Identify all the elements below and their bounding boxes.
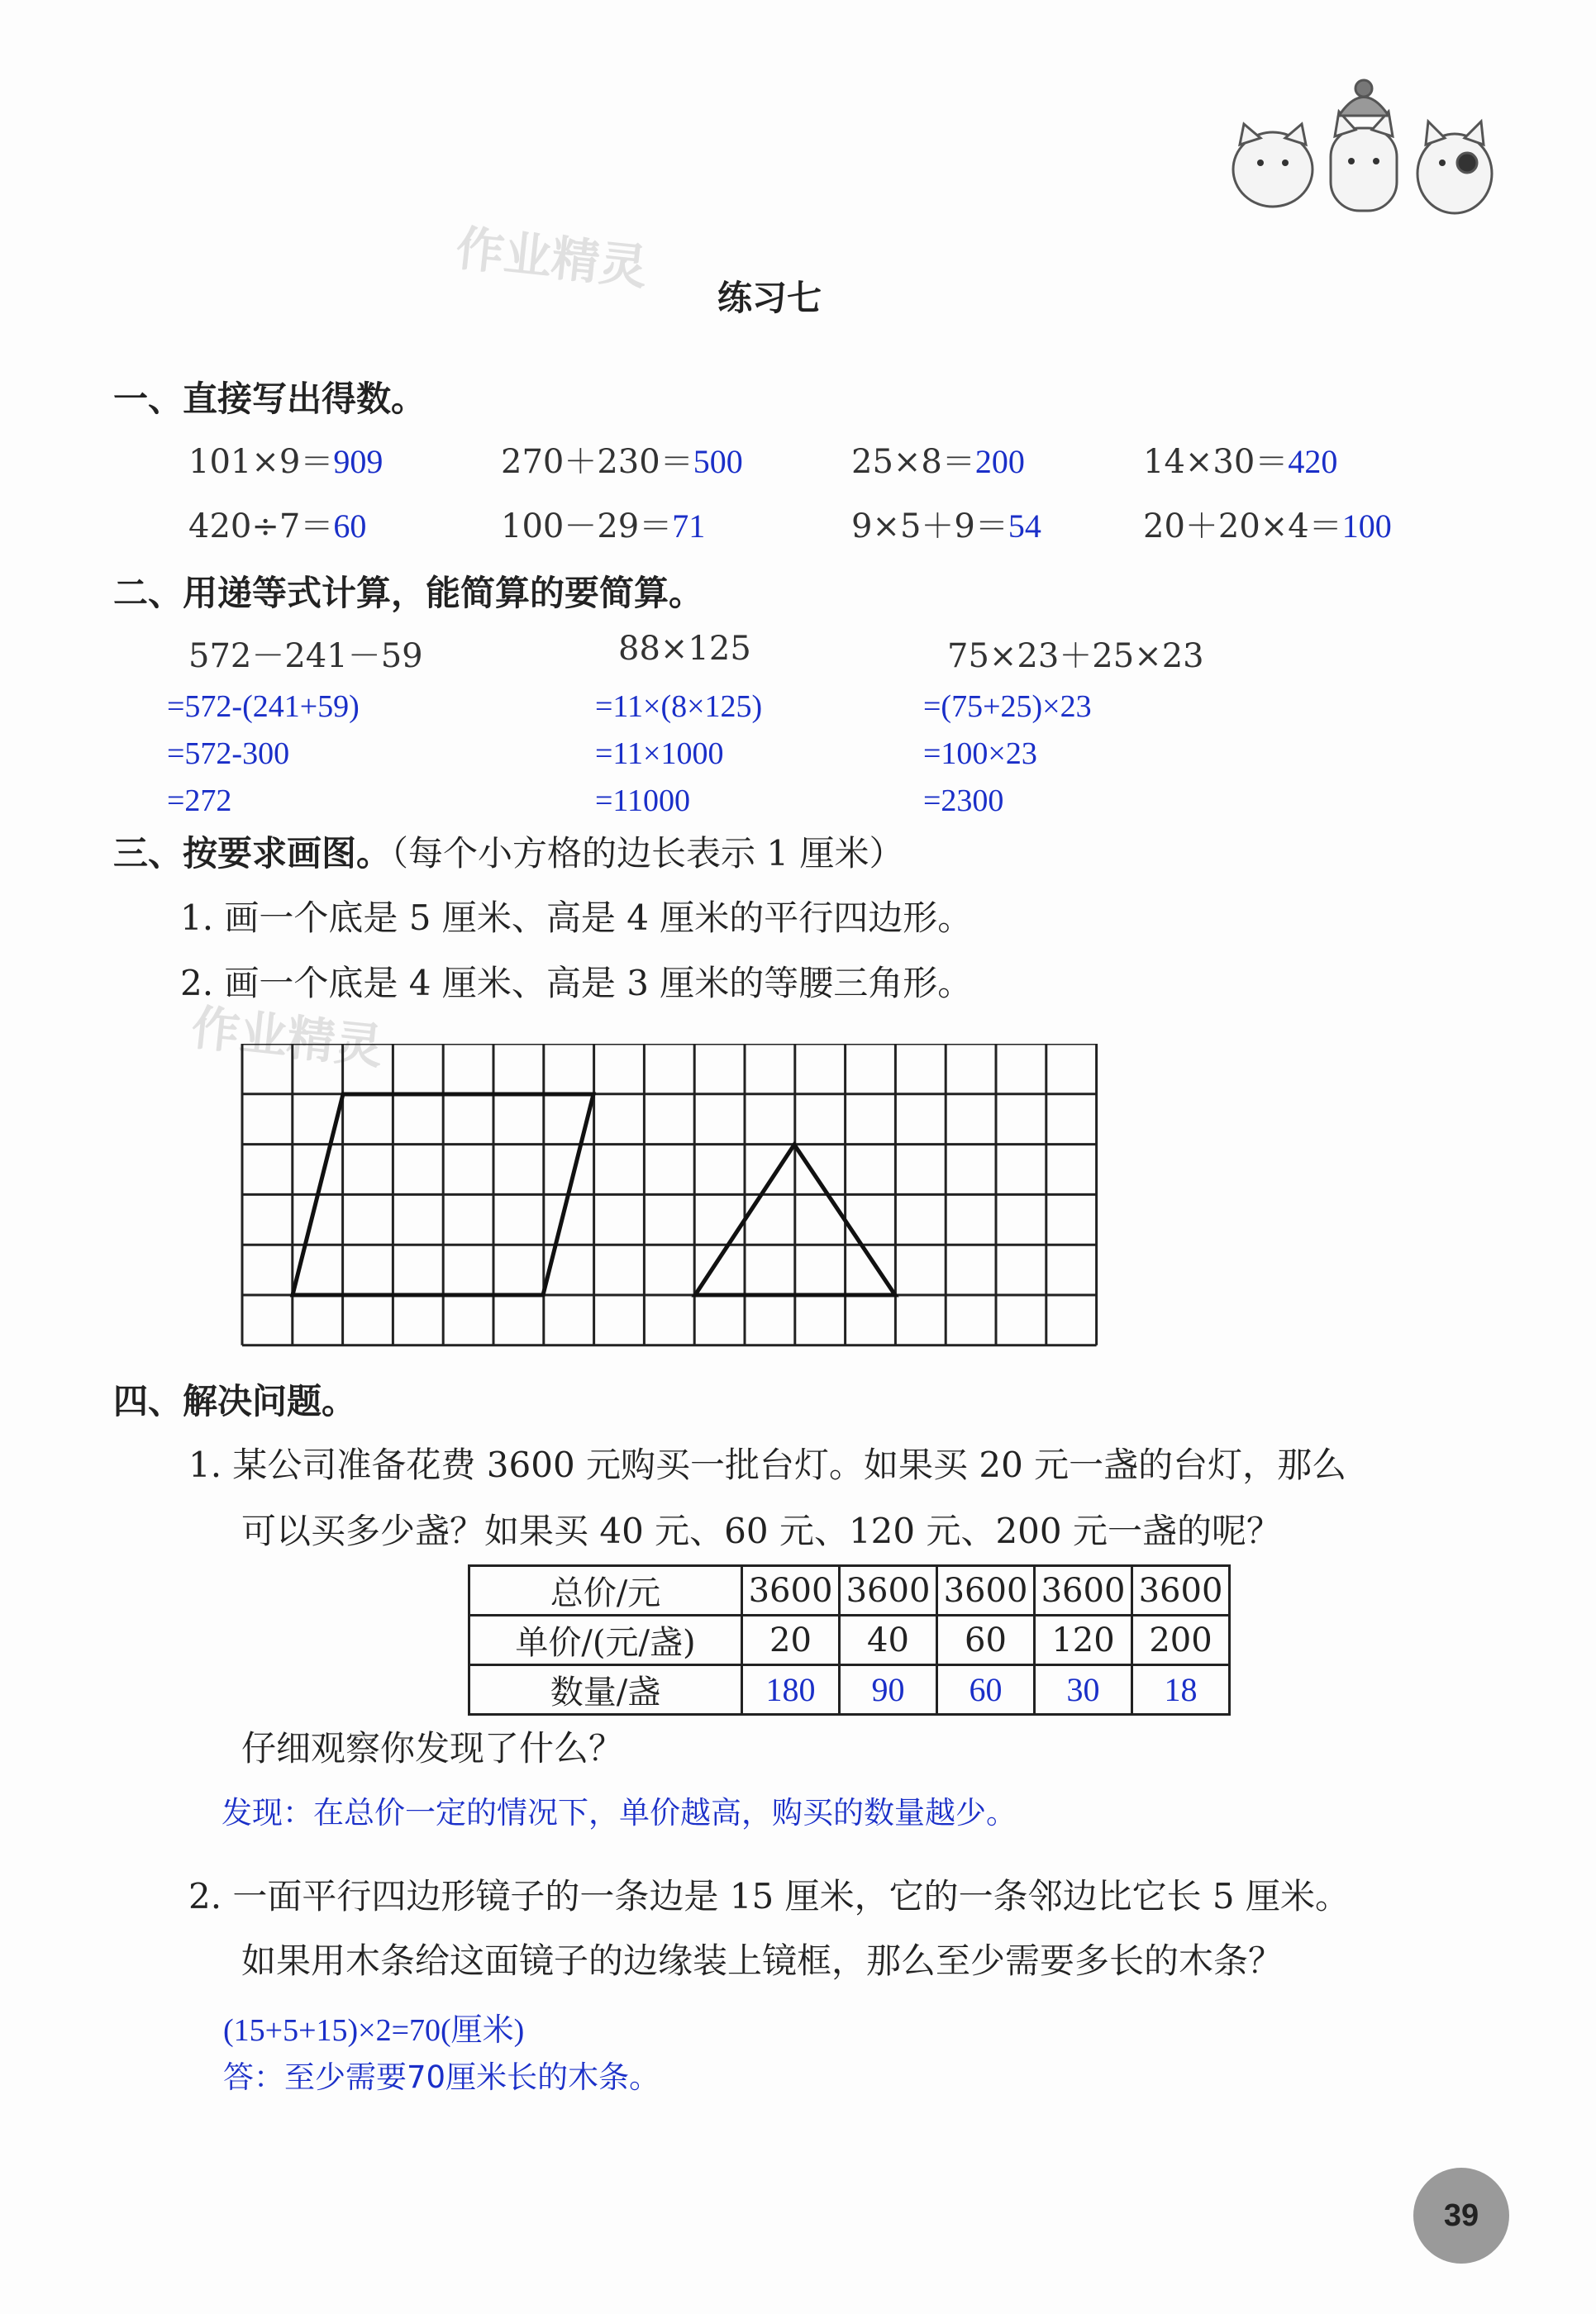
calc-item <box>851 500 1041 547</box>
page-number: 39 <box>1413 2168 1509 2264</box>
work-step: =11×(8×125) <box>595 689 763 724</box>
section4-heading: 四、解决问题。 <box>113 1381 357 1421</box>
row-header: 数量/盏 <box>469 1665 742 1715</box>
table-row <box>469 1616 1230 1665</box>
watermark: 作业精灵 <box>453 220 650 296</box>
calc-answer: 71 <box>672 507 706 545</box>
table-cell: 3600 <box>742 1566 840 1616</box>
work-step: =572-(241+59) <box>167 689 360 724</box>
table-cell: 20 <box>742 1616 840 1665</box>
problem2-answer: 答：至少需要70厘米长的木条。 <box>223 2059 660 2095</box>
problem2-text-line1: 2. 一面平行四边形镜子的一条边是 15 厘米，它的一条邻边比它长 5 厘米。 <box>188 1876 1350 1916</box>
table-cell: 120 <box>1035 1616 1132 1665</box>
cats-illustration <box>1215 70 1513 219</box>
answer-cell: 180 <box>742 1665 840 1715</box>
calc-expr: 14×30＝ <box>1143 443 1289 481</box>
table-cell: 3600 <box>937 1566 1035 1616</box>
page-title: 练习七 <box>717 278 822 318</box>
table-cell: 40 <box>840 1616 937 1665</box>
calc-item <box>501 436 743 483</box>
answer-cell: 60 <box>937 1665 1035 1715</box>
calc-item <box>1143 500 1392 547</box>
price-table <box>468 1564 1231 1716</box>
calc-expr: 25×8＝ <box>851 443 975 481</box>
problem1-text-line2: 可以买多少盏？如果买 40 元、60 元、120 元、200 元一盏的呢？ <box>241 1511 1281 1551</box>
watermark: 作业精灵 <box>188 999 386 1075</box>
work-step: =272 <box>167 783 232 818</box>
work-step: =2300 <box>923 783 1004 818</box>
calc-item <box>1143 436 1337 483</box>
calc-answer: 100 <box>1341 507 1392 545</box>
section2-heading: 二、用递等式计算，能简算的要简算。 <box>113 573 704 613</box>
calc-answer: 60 <box>333 507 367 545</box>
table-cell: 60 <box>937 1616 1035 1665</box>
calc-answer: 420 <box>1288 443 1338 480</box>
drawing-task-1: 1. 画一个底是 5 厘米、高是 4 厘米的平行四边形。 <box>180 898 973 938</box>
section3-note: （每个小方格的边长表示 1 厘米） <box>391 833 904 874</box>
table-cell: 200 <box>1132 1616 1230 1665</box>
problem-expr: 75×23＋25×23 <box>947 637 1204 675</box>
calc-expr: 420÷7＝ <box>188 507 334 545</box>
answer-cell: 90 <box>840 1665 937 1715</box>
calc-expr: 100－29＝ <box>501 507 673 545</box>
section3-title: 三、按要求画图。 <box>113 833 392 874</box>
section3-heading <box>113 826 903 876</box>
table-cell: 3600 <box>1035 1566 1132 1616</box>
calc-expr: 20＋20×4＝ <box>1143 507 1342 545</box>
drawing-grid <box>236 1044 1103 1351</box>
work-step: =572-300 <box>167 736 290 771</box>
calc-answer: 500 <box>693 443 743 480</box>
answer-cell: 30 <box>1035 1665 1132 1715</box>
calc-expr: 270＋230＝ <box>501 443 693 481</box>
finding-text: 发现：在总价一定的情况下，单价越高，购买的数量越少。 <box>222 1795 1017 1831</box>
answer-cell: 18 <box>1132 1665 1230 1715</box>
calc-item <box>501 500 705 547</box>
calc-answer: 200 <box>974 443 1025 480</box>
calc-item <box>188 436 383 483</box>
calc-item <box>188 500 366 547</box>
drawing-task-2: 2. 画一个底是 4 厘米、高是 3 厘米的等腰三角形。 <box>180 963 973 1003</box>
problem2-text-line2: 如果用木条给这面镜子的边缘装上镜框，那么至少需要多长的木条？ <box>241 1940 1284 1981</box>
calc-answer: 54 <box>1008 507 1041 545</box>
work-step: =100×23 <box>923 736 1037 771</box>
calc-item <box>851 436 1025 483</box>
problem-expr: 88×125 <box>618 630 751 668</box>
table-cell: 3600 <box>840 1566 937 1616</box>
table-row <box>469 1566 1230 1616</box>
section1-heading: 一、直接写出得数。 <box>113 379 426 419</box>
problem2-calc: (15+5+15)×2=70(厘米) <box>223 2013 525 2048</box>
work-step: =11×1000 <box>595 736 724 771</box>
table-cell: 3600 <box>1132 1566 1230 1616</box>
row-header: 单价/(元/盏) <box>469 1616 742 1665</box>
observe-prompt: 仔细观察你发现了什么？ <box>241 1728 624 1769</box>
calc-answer: 909 <box>333 443 384 480</box>
work-step: =(75+25)×23 <box>923 689 1092 724</box>
work-step: =11000 <box>595 783 691 818</box>
calc-expr: 101×9＝ <box>188 443 334 481</box>
problem1-text-line1: 1. 某公司准备花费 3600 元购买一批台灯。如果买 20 元一盏的台灯，那么 <box>188 1445 1347 1485</box>
calc-expr: 9×5＋9＝ <box>851 507 1008 545</box>
row-header: 总价/元 <box>469 1566 742 1616</box>
table-row <box>469 1665 1230 1715</box>
problem-expr: 572－241－59 <box>188 637 423 675</box>
